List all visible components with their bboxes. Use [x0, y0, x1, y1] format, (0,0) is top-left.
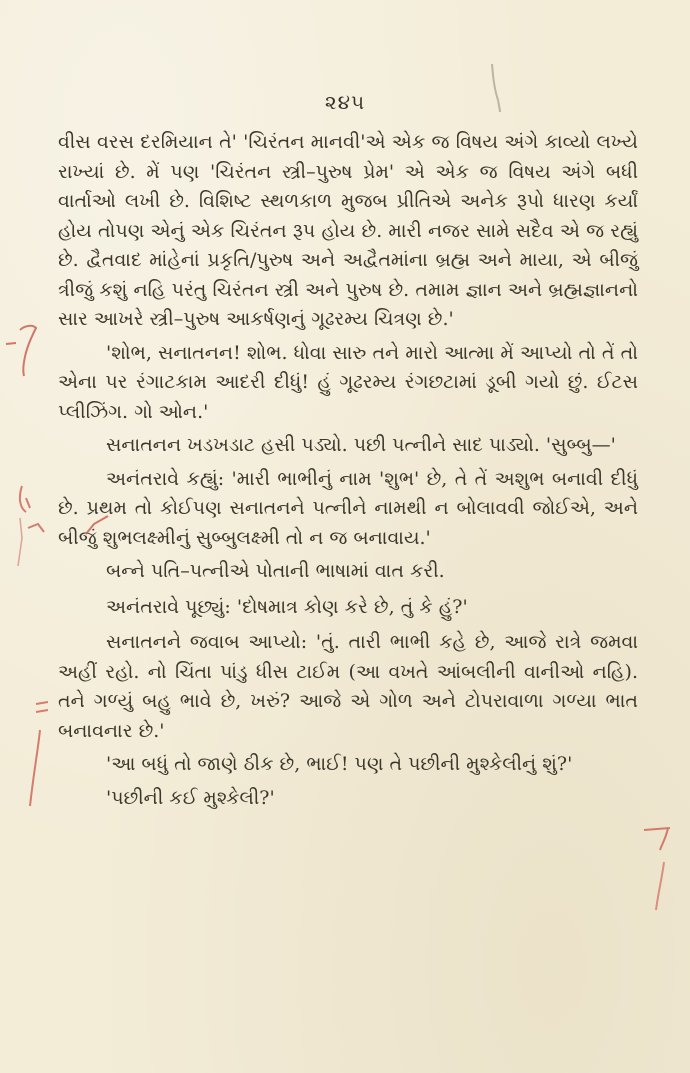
paragraph: અનંતરાવે પૂછ્યું: 'દોષમાત્ર કોણ કરે છે, તું કે હું?' — [106, 595, 468, 618]
margin-annotation-mark — [8, 478, 62, 568]
margin-annotation-mark — [2, 318, 42, 378]
paragraph: અનંતરાવે કહ્યું: 'મારી ભાભીનું નામ 'શુભ' છે, તે તેં અશુભ બનાવી દીધું છે. પ્રથમ તો કોઈપણ સનાતનને પત્નીને નામથી ન બોલાવવી જોઈએ, અને બીજું શુભલક્ષ્મીનું સુબ્બુલક્ષ્મી તો ન જ બનાવાય.' — [58, 467, 638, 549]
paragraph: સનાતનને જવાબ આપ્યો: 'તું. તારી ભાભી કહે છે, આજે રાત્રે જમવા અહીં રહો. નો ચિંતા પાંડુ ધીસ ટાઈમ (આ વખતે આંબલીની વાનીઓ નહિ). તને ગળ્યું બહુ ભાવે છે, ખરું? આજે એ ગોળ અને ટોપરાવાળા ગળ્યા ભાત બનાવનાર છે.' — [58, 631, 638, 742]
paragraph: 'શોભ, સનાતનન! શોભ. ધોવા સારુ તને મારો આત્મા મેં આપ્યો તો તેં તો એના પર રંગાટકામ આદરી દીધું! હું ગૂઢરમ્ય રંગછટામાં ડૂબી ગયો છું. ઈટસ પ્લીઝિંગ. ગો ઓન.' — [58, 341, 638, 423]
paragraph: 'આ બધું તો જાણે ઠીક છે, ભાઈ! પણ તે પછીની મુશ્કેલીનું શું?' — [106, 753, 573, 775]
paragraph: 'પછીની કઈ મુશ્કેલી?' — [106, 786, 275, 809]
paragraph: વીસ વરસ દરમિયાન તે' 'ચિરંતન માનવી'એ એક જ વિષય અંગે કાવ્યો લખ્યે રાખ્યાં છે. મેં પણ 'ચિરંતન સ્ત્રી–પુરુષ પ્રેમ' એ એક જ વિષય અંગે બધી વાર્તાઓ લખી છે. વિશિષ્ટ સ્થળકાળ મુજબ પ્રીતિએ અનેક રૂપો ધારણ કર્યાં હોય તોપણ એનું એક ચિરંતન રૂપ હોય છે. મારી નજર સામે સદૈવ એ જ રહ્યું છે. દ્વૈતવાદ માંહેનાં પ્રકૃતિ/પુરુષ અને અદ્વૈતમાંના બ્રહ્મ અને માયા, એ બીજું ત્રીજું કશું નહિ પરંતુ ચિરંતન સ્ત્રી અને પુરુષ છે. તમામ જ્ઞાન અને બ્રહ્મજ્ઞાનનો સાર આખરે સ્ત્રી–પુરુષ આકર્ષણનું ગૂઢરમ્ય ચિત્રણ છે.' — [58, 131, 638, 330]
margin-annotation-mark — [18, 700, 52, 810]
pencil-stroke-mark — [488, 62, 504, 114]
margin-annotation-mark — [640, 822, 680, 912]
page-number: ૨૪૫ — [324, 90, 366, 114]
paragraph: બન્ને પતિ–પત્નીએ પોતાની ભાષામાં વાત કરી. — [106, 560, 445, 582]
body-text — [58, 128, 638, 817]
paragraph: સનાતનન ખડખડાટ હસી પડ્યો. પછી પત્નીને સાદ પાડ્યો. 'સુબ્બુ—' — [106, 434, 616, 456]
